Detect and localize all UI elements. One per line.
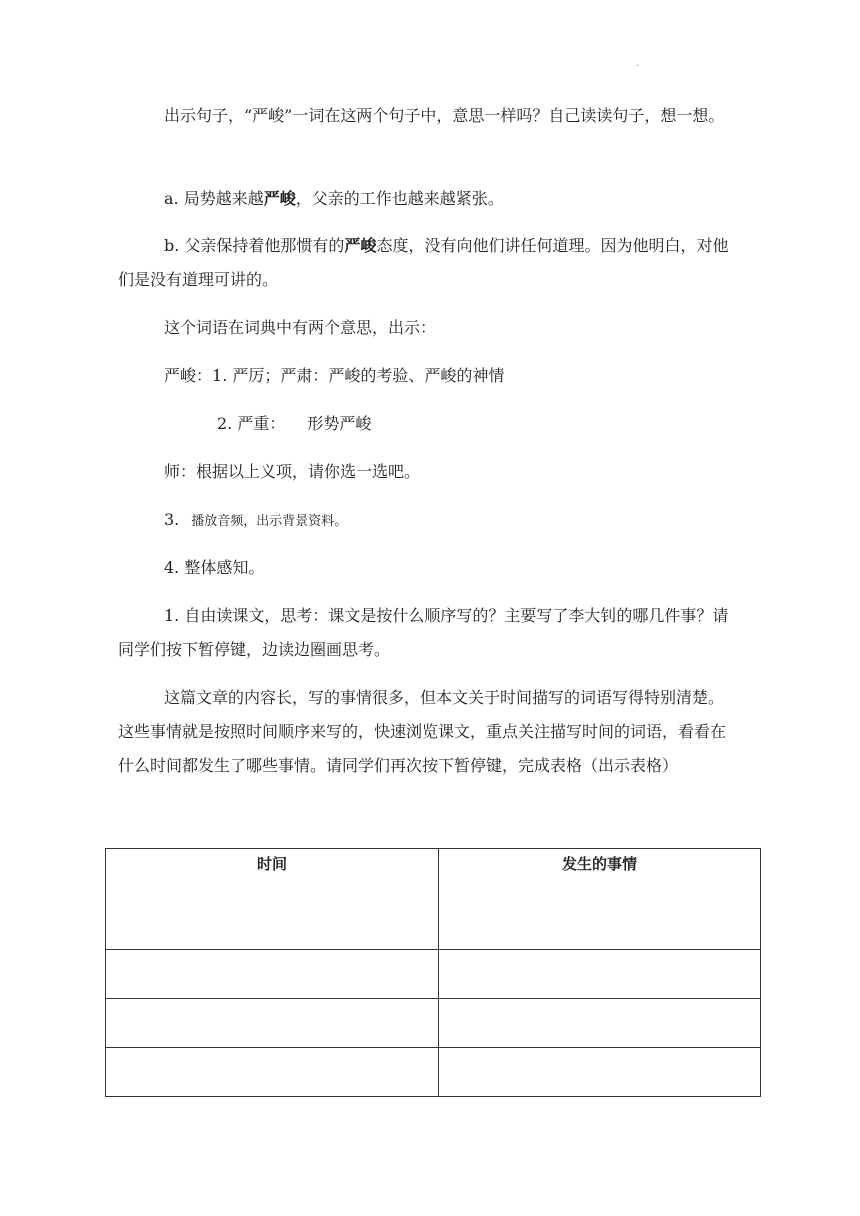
table-header-row bbox=[106, 849, 761, 950]
sentence-a-keyword: 严峻 bbox=[263, 189, 296, 208]
header-events: 发生的事情 bbox=[439, 849, 761, 950]
intro-paragraph: 出示句子，“严峻”一词在这两个句子中，意思一样吗？自己读读句子，想一想。 bbox=[164, 106, 725, 125]
definition-term: 严峻： bbox=[164, 366, 213, 385]
sentence-b-keyword: 严峻 bbox=[344, 236, 377, 255]
table-cell-event[interactable] bbox=[439, 999, 761, 1048]
table-row bbox=[106, 1048, 761, 1097]
sentence-a-suffix: ，父亲的工作也越来越紧张。 bbox=[295, 189, 504, 208]
table-row bbox=[106, 950, 761, 999]
definition-1 bbox=[164, 366, 504, 386]
table-cell-time[interactable] bbox=[106, 1048, 439, 1097]
definition-meaning-2-number: 2. 严重： bbox=[217, 414, 286, 433]
definition-meaning-1: 1. 严厉；严肃：严峻的考验、严峻的神情 bbox=[212, 366, 505, 385]
events-table bbox=[105, 848, 761, 1097]
definition-meaning-2-example: 形势严峻 bbox=[307, 414, 372, 433]
step-3-text: 播放音频，出示背景资料。 bbox=[191, 514, 348, 529]
table-row bbox=[106, 999, 761, 1048]
instruction-paragraph: 这篇文章的内容长，写的事情很多，但本文关于时间描写的词语写得特别清楚。这些事情就是按照时间顺序来写的，快速浏览课文，重点关注描写时间的词语，看看在什么时间都发生了哪些事情。请同学们再次按下暂停键，完成表格（出示表格） bbox=[118, 688, 727, 775]
table-cell-time[interactable] bbox=[106, 950, 439, 999]
step-3 bbox=[164, 510, 347, 532]
table-cell-event[interactable] bbox=[439, 950, 761, 999]
definition-2 bbox=[217, 414, 371, 434]
sentence-b-suffix: 态度，没有向他们讲任何道理。因为他明白，对他们是没有道理可讲的。 bbox=[118, 236, 729, 289]
sentence-a-prefix: a. 局势越来越 bbox=[164, 189, 264, 208]
sentence-b-prefix: b. 父亲保持着他那惯有的 bbox=[164, 236, 345, 255]
table-cell-event[interactable] bbox=[439, 1048, 761, 1097]
step-3-number: 3. bbox=[164, 510, 180, 529]
teacher-prompt: 师：根据以上义项，请你选一选吧。 bbox=[164, 462, 421, 481]
page-marker: . bbox=[636, 58, 639, 69]
header-time: 时间 bbox=[106, 849, 439, 950]
sentence-b bbox=[118, 229, 730, 297]
question-1: 1. 自由读课文，思考：课文是按什么顺序写的？主要写了李大钊的哪几件事？请同学们按下暂停键，边读边圈画思考。 bbox=[118, 606, 729, 659]
dictionary-intro: 这个词语在词典中有两个意思，出示： bbox=[164, 318, 437, 337]
step-4: 4. 整体感知。 bbox=[164, 558, 265, 577]
sentence-a bbox=[118, 182, 730, 216]
table-cell-time[interactable] bbox=[106, 999, 439, 1048]
